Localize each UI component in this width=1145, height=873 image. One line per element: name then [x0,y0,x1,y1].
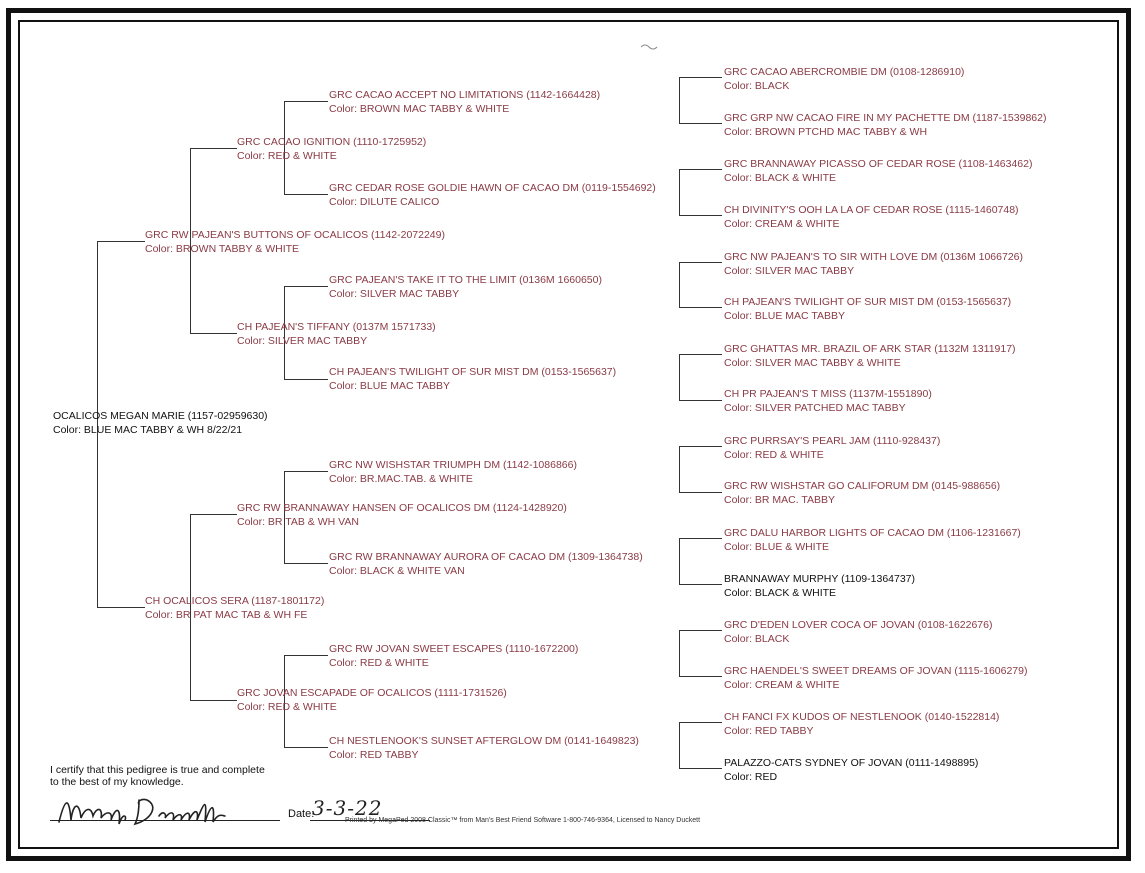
gen4-color: Color: SILVER MAC TABBY & WHITE [724,357,901,369]
sire-name: GRC RW PAJEAN'S BUTTONS OF OCALICOS (1142-2072249) [145,229,445,241]
dam-color: Color: BR PAT MAC TAB & WH FE [145,609,308,621]
gen4-name: CH DIVINITY'S OOH LA LA OF CEDAR ROSE (1115-1460748) [724,204,1019,216]
great-grandparent-color: Color: BROWN MAC TABBY & WHITE [329,103,510,115]
gen4-entry [724,157,1032,185]
connector [679,215,722,216]
connector [284,655,328,656]
gen4-name: BRANNAWAY MURPHY (1109-1364737) [724,573,916,585]
connector [284,194,328,195]
certify-line-2: to the best of my knowledge. [50,776,184,788]
sire-color: Color: BROWN TABBY & WHITE [145,243,300,255]
gen4-name: GRC HAENDEL'S SWEET DREAMS OF JOVAN (1115-1606279) [724,665,1028,677]
connector [679,262,722,263]
great-grandparent-name: GRC CEDAR ROSE GOLDIE HAWN OF CACAO DM (0119-1554692) [329,182,656,194]
gen4-name: GRC D'EDEN LOVER COCA OF JOVAN (0108-1622676) [724,619,993,631]
connector [97,241,145,242]
connector [679,77,680,123]
signature-icon [55,790,285,830]
gen4-color: Color: CREAM & WHITE [724,218,840,230]
great-grandparent-entry [329,273,602,301]
connector [679,307,722,308]
connector [679,630,722,631]
connector [679,538,722,539]
gen4-entry [724,111,1046,139]
subject-entry [53,409,268,437]
great-grandparent-name: GRC RW BRANNAWAY AURORA OF CACAO DM (1309-1364738) [329,551,643,563]
connector [97,607,145,608]
connector [679,262,680,307]
scan-mark-icon [640,42,658,52]
gen4-name: GRC CACAO ABERCROMBIE DM (0108-1286910) [724,66,965,78]
connector [284,101,328,102]
great-grandparent-color: Color: DILUTE CALICO [329,196,440,208]
connector [679,446,722,447]
connector [679,722,722,723]
gen4-color: Color: RED TABBY [724,725,814,737]
connector [679,77,722,78]
connector [190,148,237,149]
connector [679,630,680,676]
grandparent-entry [237,320,436,348]
gen4-color: Color: RED & WHITE [724,449,824,461]
gen4-entry [724,387,932,415]
great-grandparent-entry [329,550,643,578]
gen4-entry [724,479,1000,507]
gen4-name: GRC NW PAJEAN'S TO SIR WITH LOVE DM (0136M 1066726) [724,251,1024,263]
connector [284,471,328,472]
connector [679,169,680,215]
certification-text [50,764,265,788]
gen4-name: CH FANCI FX KUDOS OF NESTLENOOK (0140-1522814) [724,711,1000,723]
great-grandparent-entry [329,734,639,762]
parent-entry [145,594,324,622]
connector [190,514,237,515]
grandparent-color: Color: BR TAB & WH VAN [237,516,359,528]
gen4-color: Color: BROWN PTCHD MAC TABBY & WH [724,126,928,138]
connector [679,492,722,493]
connector [679,584,722,585]
parent-entry [145,228,445,256]
connector [284,747,328,748]
gen4-name: GRC RW WISHSTAR GO CALIFORUM DM (0145-988656) [724,480,1001,492]
great-grandparent-color: Color: SILVER MAC TABBY [329,288,460,300]
great-grandparent-entry [329,88,600,116]
connector [679,676,722,677]
grandparent-color: Color: RED & WHITE [237,150,337,162]
gen4-entry [724,756,978,784]
great-grandparent-color: Color: BR.MAC.TAB. & WHITE [329,473,473,485]
gen4-color: Color: BLUE & WHITE [724,541,830,553]
gen4-color: Color: BLACK & WHITE [724,172,837,184]
gen4-name: CH PAJEAN'S TWILIGHT OF SUR MIST DM (0153-1565637) [724,296,1012,308]
connector [190,333,237,334]
gen4-entry [724,664,1028,692]
connector [284,379,328,380]
connector [284,286,328,287]
gen4-color: Color: BR MAC. TABBY [724,494,836,506]
gen4-name: PALAZZO-CATS SYDNEY OF JOVAN (0111-1498895) [724,757,979,769]
gen4-entry [724,295,1011,323]
gen4-name: GRC DALU HARBOR LIGHTS OF CACAO DM (1106-1231667) [724,527,1021,539]
grandparent-entry [237,686,507,714]
gen4-name: GRC PURRSAY'S PEARL JAM (1110-928437) [724,435,941,447]
certify-line-1: I certify that this pedigree is true and complete [50,764,265,776]
gen4-color: Color: BLUE MAC TABBY [724,310,845,322]
great-grandparent-color: Color: RED & WHITE [329,657,429,669]
connector [679,169,722,170]
connector [679,538,680,584]
great-grandparent-color: Color: BLUE MAC TABBY [329,380,450,392]
gen4-color: Color: SILVER MAC TABBY [724,265,855,277]
gen4-color: Color: RED [724,771,778,783]
connector [679,768,722,769]
great-grandparent-color: Color: RED TABBY [329,749,419,761]
gen4-name: GRC GRP NW CACAO FIRE IN MY PACHETTE DM (1187-1539862) [724,112,1047,124]
great-grandparent-name: CH NESTLENOOK'S SUNSET AFTERGLOW DM (0141-1649823) [329,735,639,747]
great-grandparent-color: Color: BLACK & WHITE VAN [329,565,465,577]
gen4-entry [724,526,1021,554]
gen4-color: Color: CREAM & WHITE [724,679,840,691]
connector [679,354,722,355]
grandparent-name: GRC CACAO IGNITION (1110-1725952) [237,136,427,148]
great-grandparent-entry [329,181,656,209]
great-grandparent-entry [329,642,578,670]
signature-line [50,820,280,821]
subject-color: Color: BLUE MAC TABBY & WH 8/22/21 [53,424,243,436]
connector [679,400,722,401]
great-grandparent-name: GRC PAJEAN'S TAKE IT TO THE LIMIT (0136M 1660650) [329,274,602,286]
connector [190,700,237,701]
dam-name: CH OCALICOS SERA (1187-1801172) [145,595,325,607]
date-value: 3-3-22 [312,796,383,820]
gen4-entry [724,710,999,738]
gen4-name: GRC GHATTAS MR. BRAZIL OF ARK STAR (1132M 1311917) [724,343,1016,355]
great-grandparent-entry [329,365,616,393]
gen4-color: Color: BLACK & WHITE [724,587,837,599]
grandparent-entry [237,135,426,163]
great-grandparent-name: CH PAJEAN'S TWILIGHT OF SUR MIST DM (0153-1565637) [329,366,617,378]
gen4-entry [724,203,1019,231]
connector [679,123,722,124]
date-label: Date: [288,808,315,820]
gen4-entry [724,572,915,600]
gen4-entry [724,65,964,93]
printed-by-text: Printed by MegaPed 2008 Classic™ from Man's Best Friend Software 1-800-746-9364, Licensed to Nancy Duckett [345,817,701,824]
grandparent-name: CH PAJEAN'S TIFFANY (0137M 1571733) [237,321,436,333]
grandparent-entry [237,501,567,529]
gen4-color: Color: BLACK [724,80,790,92]
grandparent-color: Color: RED & WHITE [237,701,337,713]
gen4-name: GRC BRANNAWAY PICASSO OF CEDAR ROSE (1108-1463462) [724,158,1033,170]
gen4-color: Color: BLACK [724,633,790,645]
connector [679,446,680,492]
great-grandparent-name: GRC RW JOVAN SWEET ESCAPES (1110-1672200) [329,643,579,655]
great-grandparent-name: GRC CACAO ACCEPT NO LIMITATIONS (1142-1664428) [329,89,601,101]
connector [679,354,680,400]
connector [284,563,328,564]
gen4-color: Color: SILVER PATCHED MAC TABBY [724,402,906,414]
grandparent-color: Color: SILVER MAC TABBY [237,335,368,347]
connector [679,722,680,768]
gen4-name: CH PR PAJEAN'S T MISS (1137M-1551890) [724,388,932,400]
grandparent-name: GRC RW BRANNAWAY HANSEN OF OCALICOS DM (1124-1428920) [237,502,567,514]
gen4-entry [724,618,992,646]
grandparent-name: GRC JOVAN ESCAPADE OF OCALICOS (1111-1731526) [237,687,507,699]
subject-name: OCALICOS MEGAN MARIE (1157-02959630) [53,410,268,422]
great-grandparent-entry [329,458,577,486]
gen4-entry [724,250,1023,278]
great-grandparent-name: GRC NW WISHSTAR TRIUMPH DM (1142-1086866) [329,459,577,471]
gen4-entry [724,342,1016,370]
gen4-entry [724,434,940,462]
